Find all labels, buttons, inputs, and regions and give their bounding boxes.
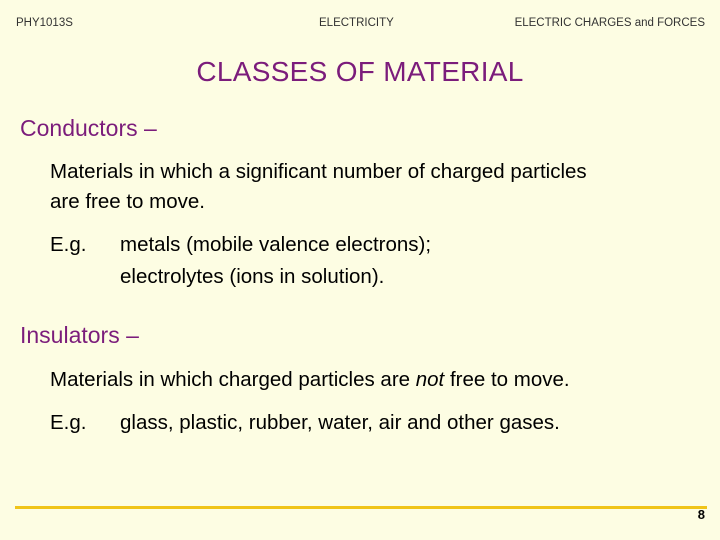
conductors-definition-line-2: are free to move.	[50, 190, 205, 213]
insulators-heading: Insulators –	[20, 322, 139, 348]
insulators-example-line-1: glass, plastic, rubber, water, air and other gases.	[120, 411, 560, 434]
conductors-example-line-2: electrolytes (ions in solution).	[120, 265, 385, 288]
header-course-code: PHY1013S	[16, 17, 73, 29]
header-section: ELECTRIC CHARGES and FORCES	[514, 17, 705, 29]
conductors-definition-line-1: Materials in which a significant number of charged particles	[50, 160, 587, 183]
slide-title: CLASSES OF MATERIAL	[196, 56, 524, 87]
conductors-heading: Conductors –	[20, 115, 157, 141]
insulators-definition-after: free to move.	[444, 368, 570, 391]
conductors-eg-label: E.g.	[50, 233, 87, 256]
insulators-eg-label: E.g.	[50, 411, 87, 434]
conductors-definition	[50, 157, 587, 217]
conductors-example-line-1: metals (mobile valence electrons);	[120, 233, 432, 256]
footer-divider	[15, 506, 707, 509]
insulators-definition-emphasis: not	[415, 368, 445, 391]
insulators-definition	[50, 365, 570, 395]
page-number: 8	[697, 507, 705, 522]
header-topic: ELECTRICITY	[319, 17, 394, 29]
insulators-definition-before: Materials in which charged particles are	[50, 368, 416, 391]
